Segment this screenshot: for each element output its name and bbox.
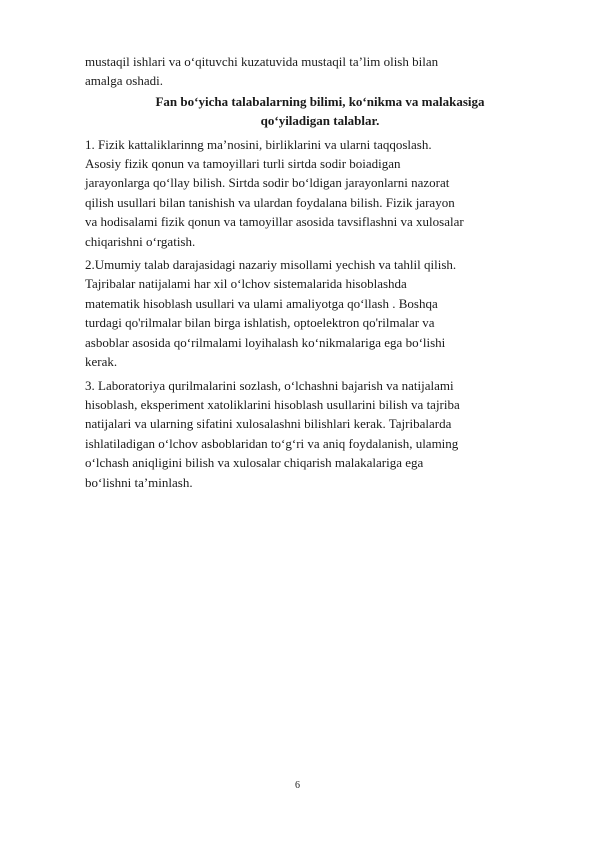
paragraph-line: asboblar asosida qo‘rilmalami loyihalash ko‘nikmalariga ega bo‘lishi bbox=[85, 334, 446, 350]
paragraph-line: qilish usullari bilan tanishish va ulardan foydalana bilish. Fizik jarayon bbox=[85, 194, 455, 210]
paragraph-line: kerak. bbox=[85, 354, 118, 370]
paragraph-line: o‘lchash aniqligini bilish va xulosalar chiqarish malakalariga ega bbox=[85, 455, 424, 471]
intro-line: mustaqil ishlari va o‘qituvchi kuzatuvida mustaqil ta’lim olish bilan bbox=[85, 54, 439, 69]
requirement-paragraph-3 bbox=[85, 376, 555, 492]
paragraph-line: bo‘lishni ta’minlash. bbox=[85, 474, 193, 490]
paragraph-line: natijalari va ularning sifatini xulosalashni bilishlari kerak. Tajribalarda bbox=[85, 416, 452, 432]
paragraph-line: 2.Umumiy talab darajasidagi nazariy misollami yechish va tahlil qilish. bbox=[85, 257, 457, 273]
intro-line: amalga oshadi. bbox=[85, 73, 163, 89]
paragraph-line: va hodisalami fizik qonun va tamoyillar asosida tavsiflashni va xulosalar bbox=[85, 214, 464, 230]
paragraph-line: 1. Fizik kattaliklarinng ma’nosini, birliklarini va ularni taqqoslash. bbox=[85, 136, 432, 152]
requirement-paragraph-1 bbox=[85, 135, 555, 251]
paragraph-line: matematik hisoblash usullari va ulami amaliyotga qo‘llash . Boshqa bbox=[85, 295, 438, 311]
paragraph-line: Asosiy fizik qonun va tamoyillari turli sirtda sodir boiadigan bbox=[85, 156, 401, 172]
section-heading bbox=[85, 92, 555, 131]
page-number: 6 bbox=[295, 780, 300, 791]
paragraph-line: Tajribalar natijalami har xil o‘lchov sistemalarida hisoblashda bbox=[85, 276, 407, 292]
paragraph-line: chiqarishni o‘rgatish. bbox=[85, 233, 196, 249]
intro-paragraph bbox=[85, 52, 555, 91]
heading-line: Fan bo‘yicha talabalarning bilimi, ko‘nikma va malakasiga bbox=[155, 93, 485, 109]
heading-line: qo‘yiladigan talablar. bbox=[260, 113, 380, 129]
paragraph-line: hisoblash, eksperiment xatoliklarini hisoblash usullarini bilish va tajriba bbox=[85, 396, 460, 412]
paragraph-line: turdagi qo'rilmalar bilan birga ishlatish, optoelektron qo'rilmalar va bbox=[85, 315, 435, 331]
paragraph-line: ishlatiladigan o‘lchov asboblaridan to‘g‘ri va aniq foydalanish, ulaming bbox=[85, 435, 459, 451]
paragraph-line: jarayonlarga qo‘llay bilish. Sirtda sodir bo‘ldigan jarayonlarni nazorat bbox=[85, 175, 450, 191]
paragraph-line: 3. Laboratoriya qurilmalarini sozlash, o‘lchashni bajarish va natijalami bbox=[85, 377, 454, 393]
requirement-paragraph-2 bbox=[85, 255, 555, 371]
document-page bbox=[85, 52, 555, 492]
